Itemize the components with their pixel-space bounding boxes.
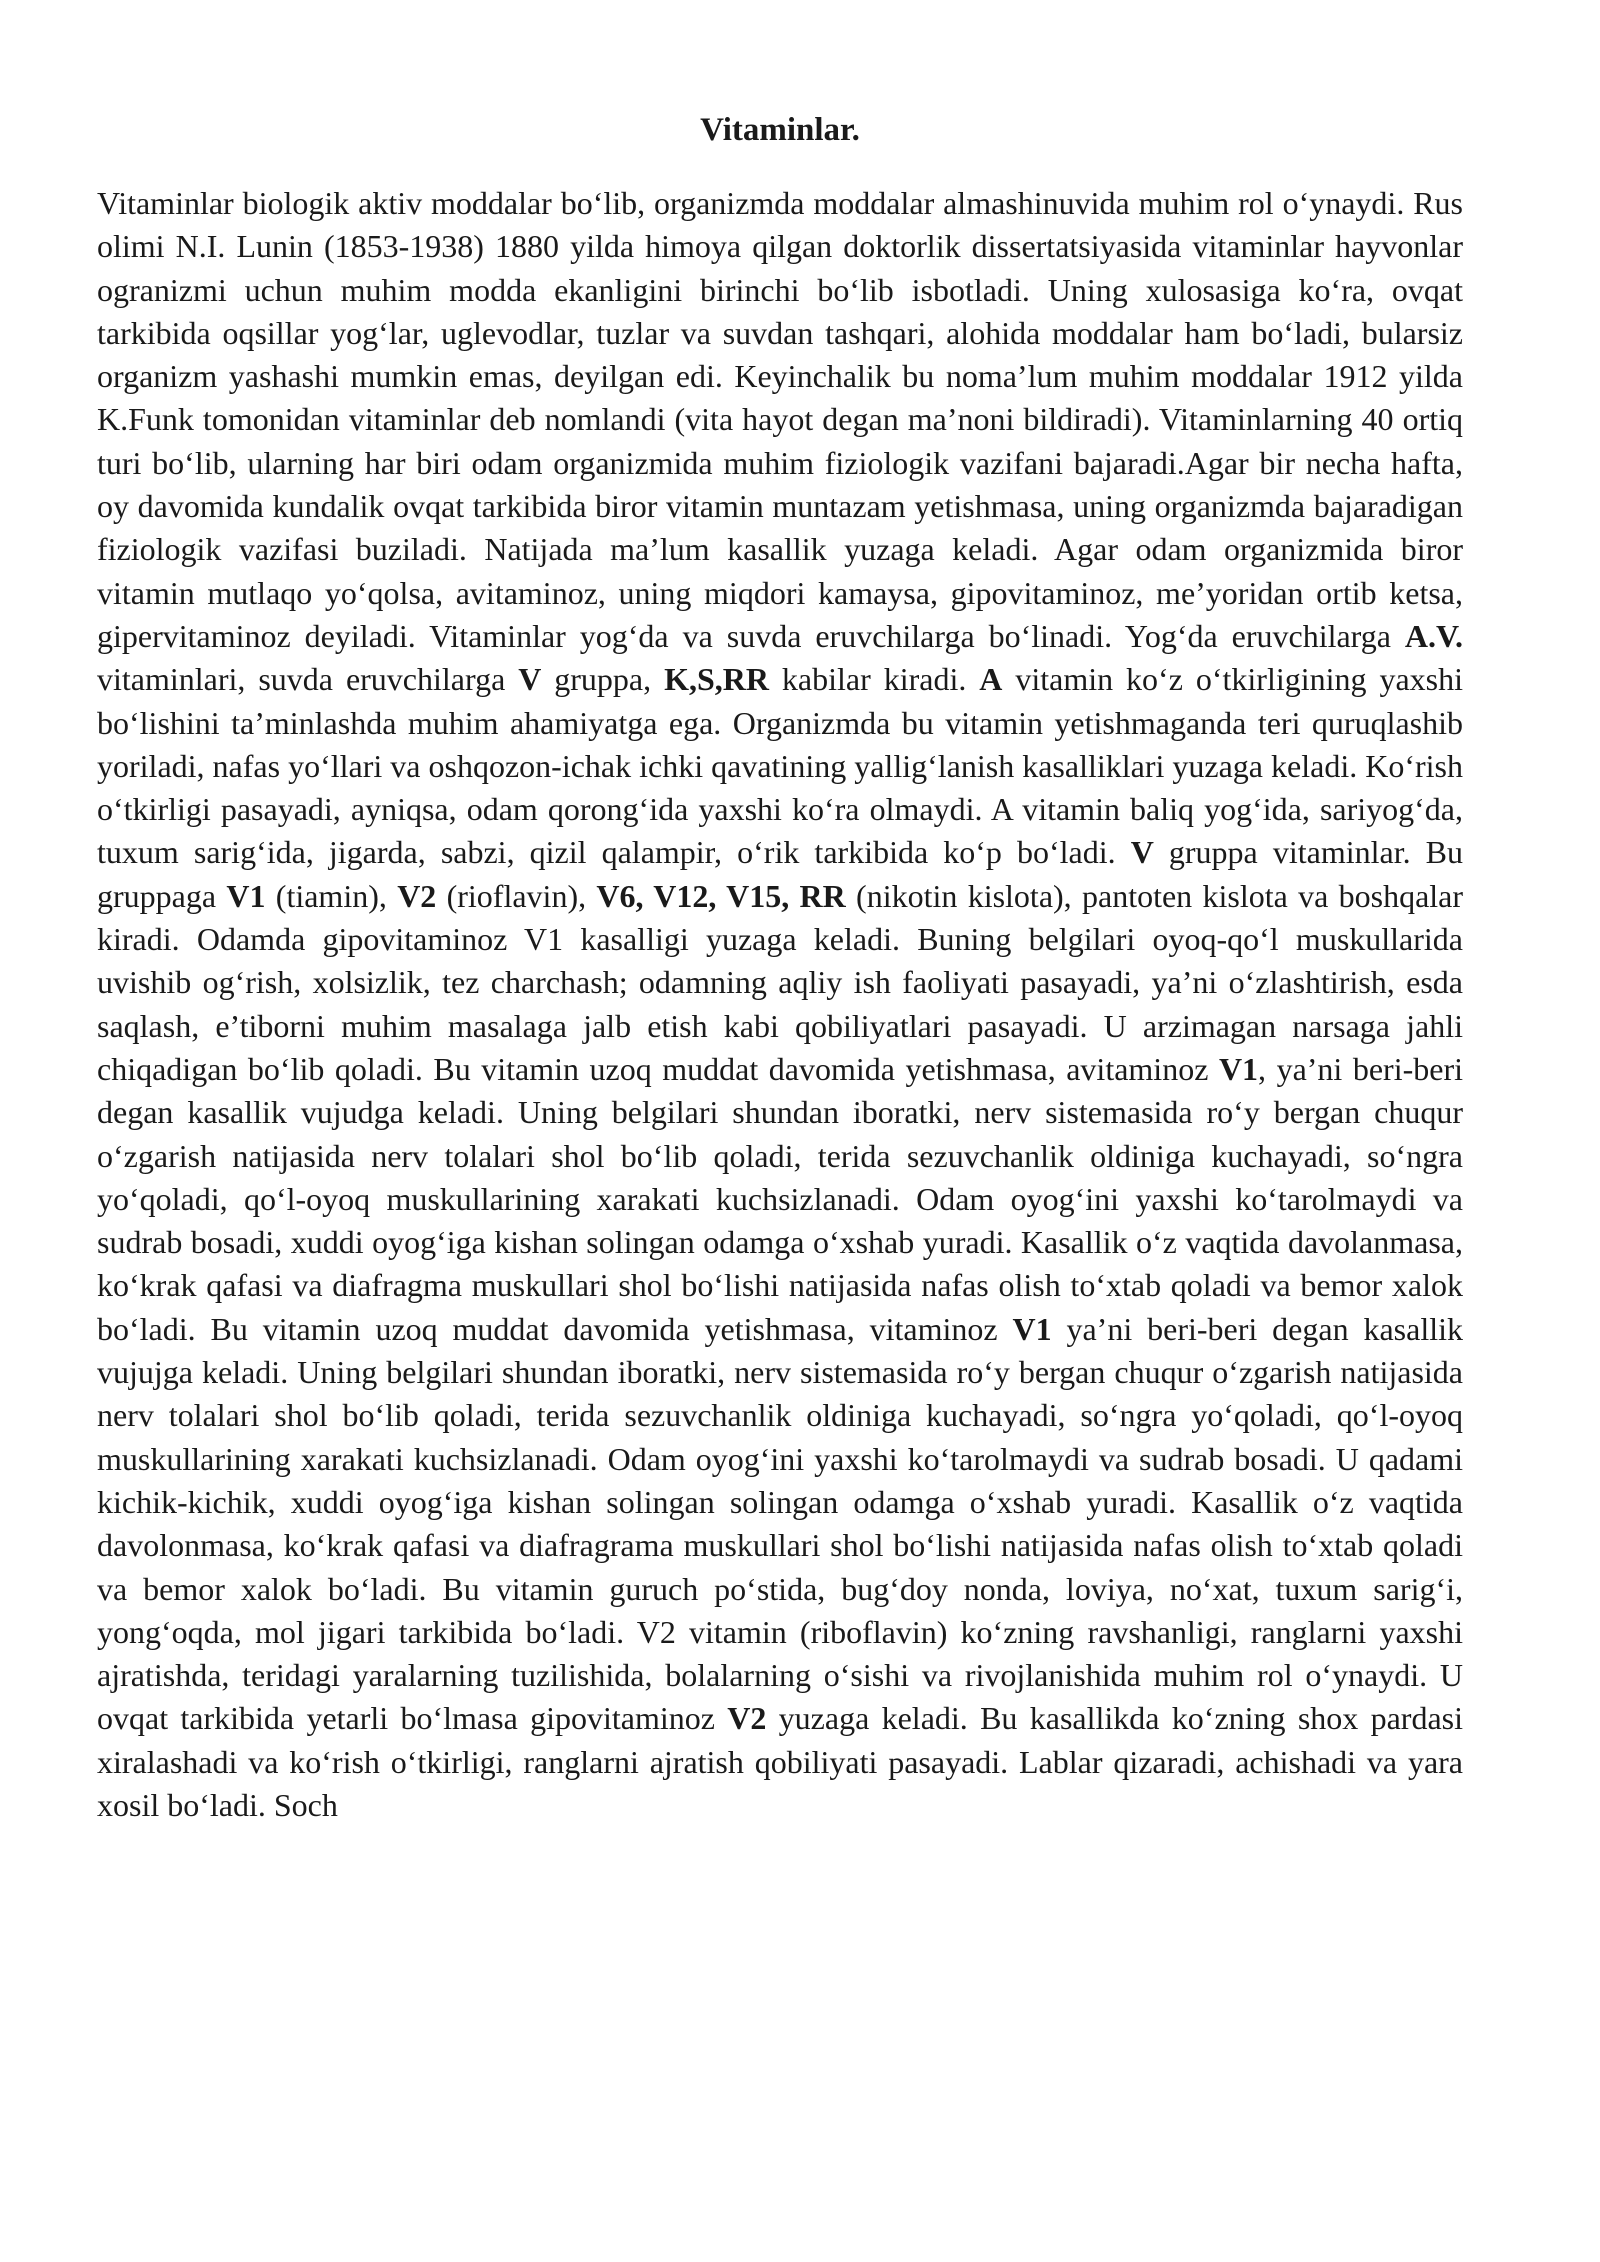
bold-term: V — [518, 661, 542, 698]
text-run: yuzaga keladi. Bu kasallikda ko‘zning shox pardasi xiralashadi va ko‘rish o‘tkirligi, ranglarni ajratish qobiliyati pasayadi. Lablar qizaradi, achishadi va yara xosil bo‘ladi. Soch — [97, 1700, 1464, 1823]
text-run: (tiamin), — [265, 877, 398, 914]
body-paragraph — [97, 182, 1463, 1827]
bold-term: V2 — [727, 1700, 767, 1737]
bold-term: V2 — [397, 877, 437, 914]
text-run: gruppa vitaminlar. Bu gruppaga — [97, 834, 1464, 914]
text-run: kabilar kiradi. — [768, 661, 980, 698]
document-title: Vitaminlar. — [700, 112, 860, 148]
bold-term: A — [979, 661, 1003, 698]
text-run: gruppa, — [541, 661, 665, 698]
bold-term: V1 — [1012, 1310, 1052, 1347]
text-run: vitaminlari, suvda eruvchilarga — [97, 661, 519, 698]
text-run: ya’ni beri-beri degan kasallik vujujga keladi. Uning belgilari shundan iboratki, nerv sistemasida ro‘y bergan chuqur o‘zgarish natijasida nerv tolalari shol bo‘lib qoladi, terida sezuvchanlik oldiniga kuchayadi, so‘ngra yo‘qoladi, qo‘l-oyoq muskullarining xarakati kuchsizlanadi. Odam oyog‘ini yaxshi ko‘tarolmaydi va sudrab bosadi. U qadami kichik-kichik, xuddi oyog‘iga kishan solingan solingan odamga o‘xshab yuradi. Kasallik o‘z vaqtida davolonmasa, ko‘krak qafasi va diafragrama muskullari shol bo‘lishi natijasida nafas olish to‘xtab qoladi va bemor xalok bo‘ladi. Bu vitamin guruch po‘stida, bug‘doy nonda, loviya, no‘xat, tuxum sarig‘i, yong‘oqda, mol jigari tarkibida bo‘ladi. V2 vitamin (riboflavin) ko‘zning ravshanligi, ranglarni yaxshi ajratishda, teridagi yaralarning tuzilishida, bolalarning o‘sishi va rivojlanishida muhim rol o‘ynaydi. U ovqat tarkibida yetarli bo‘lmasa gipovitaminoz — [97, 1310, 1464, 1737]
document-page — [97, 108, 1463, 1827]
text-run: (rioflavin), — [436, 877, 597, 914]
text-run: (nikotin kislota), pantoten kislota va boshqalar kiradi. Odamda gipovitaminoz V1 kasalligi yuzaga keladi. Buning belgilari oyoq-qo‘l muskullarida uvishib og‘rish, xolsizlik, tez charchash; odamning aqliy ish faoliyati pasayadi, ya’ni o‘zlashtirish, esda saqlash, e’tiborni muhim masalaga jalb etish kabi qobiliyatlari pasayadi. U arzimagan narsaga jahli chiqadigan bo‘lib qoladi. Bu vitamin uzoq muddat davomida yetishmasa, avitaminoz — [97, 877, 1464, 1087]
bold-term: V1 — [1218, 1050, 1259, 1087]
bold-term: V1 — [226, 877, 266, 914]
bold-term: K,S,RR — [664, 661, 769, 698]
bold-term: V — [1130, 834, 1154, 871]
text-run: , ya’ni beri-beri degan kasallik vujudga keladi. Uning belgilari shundan iboratki, nerv sistemasida ro‘y bergan chuqur o‘zgarish natijasida nerv tolalari shol bo‘lib qoladi, terida sezuvchanlik oldiniga kuchayadi, so‘ngra yo‘qoladi, qo‘l-oyoq muskullarining xarakati kuchsizlanadi. Odam oyog‘ini yaxshi ko‘tarolmaydi va sudrab bosadi, xuddi oyog‘iga kishan solingan odamga o‘xshab yuradi. Kasallik o‘z vaqtida davolanmasa, ko‘krak qafasi va diafragma muskullari shol bo‘lishi natijasida nafas olish to‘xtab qoladi va bemor xalok bo‘ladi. Bu vitamin uzoq muddat davomida yetishmasa, vitaminoz — [97, 1050, 1464, 1347]
bold-term: V6, V12, V15, RR — [596, 877, 846, 914]
text-run: vitamin ko‘z o‘tkirligining yaxshi bo‘lishini ta’minlashda muhim ahamiyatga ega. Organizmda bu vitamin yetishmaganda teri quruqlashib yoriladi, nafas yo‘llari va oshqozon-ichak ichki qavatining yallig‘lanish kasalliklari yuzaga keladi. Ko‘rish o‘tkirligi pasayadi, ayniqsa, odam qorong‘ida yaxshi ko‘ra olmaydi. A vitamin baliq yog‘ida, sariyog‘da, tuxum sarig‘ida, jigarda, sabzi, qizil qalampir, o‘rik tarkibida ko‘p bo‘ladi. — [97, 661, 1464, 871]
bold-term: A.V. — [1404, 617, 1463, 654]
text-run: Vitaminlar biologik aktiv moddalar bo‘lib, organizmda moddalar almashinuvida muhim rol o‘ynaydi. Rus olimi N.I. Lunin (1853-1938) 1880 yilda himoya qilgan doktorlik dissertatsiyasida vitaminlar hayvonlar ogranizmi uchun muhim modda ekanligini birinchi bo‘lib isbotladi. Uning xulosasiga ko‘ra, ovqat tarkibida oqsillar yog‘lar, uglevodlar, tuzlar va suvdan tashqari, alohida moddalar ham bo‘ladi, bularsiz organizm yashashi mumkin emas, deyilgan edi. Keyinchalik bu noma’lum muhim moddalar 1912 yilda K.Funk tomonidan vitaminlar deb nomlandi (vita hayot degan ma’noni bildiradi). Vitaminlarning 40 ortiq turi bo‘lib, ularning har biri odam organizmida muhim fiziologik vazifani bajaradi.Agar bir necha hafta, oy davomida kundalik ovqat tarkibida biror vitamin muntazam yetishmasa, uning organizmda bajaradigan fiziologik vazifasi buziladi. Natijada ma’lum kasallik yuzaga keladi. Agar odam organizmida biror vitamin mutlaqo yo‘qolsa, avitaminoz, uning miqdori kamaysa, gipovitaminoz, me’yoridan ortib ketsa, gipervitaminoz deyiladi. Vitaminlar yog‘da va suvda eruvchilarga bo‘linadi. Yog‘da eruvchilarga — [97, 185, 1463, 654]
